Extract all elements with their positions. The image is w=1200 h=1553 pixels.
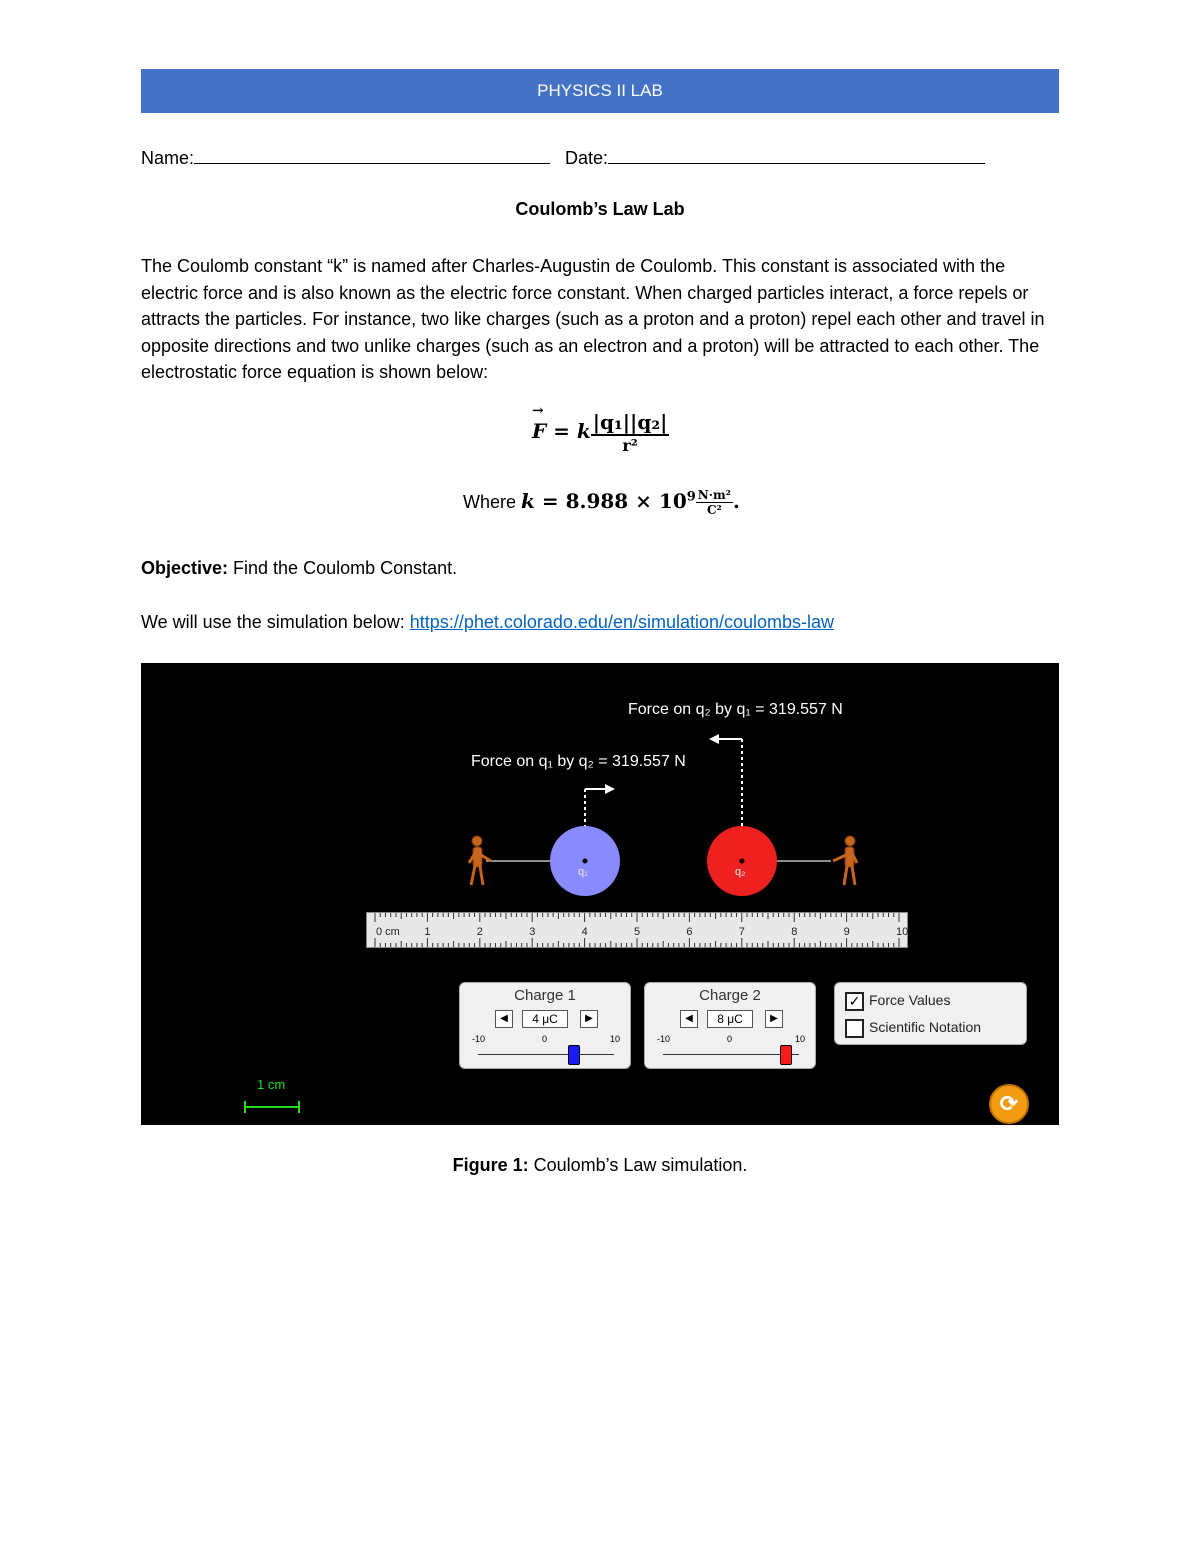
vector-arrow-icon: → [532,403,544,419]
document-title: Coulomb’s Law Lab [515,199,685,219]
objective-label: Objective: [141,558,229,578]
objective-text: Find the Coulomb Constant. [228,558,458,578]
period: . [732,489,740,513]
objective-line [141,558,457,579]
force-symbol: F [532,419,547,443]
simulation-line [141,612,834,633]
simulation-prefix: We will use the simulation below: [141,612,410,632]
numerator: |q₁||q₂| [592,410,668,434]
coulomb-equation [532,403,669,455]
coefficient-k: k [576,419,591,443]
ruler-tick-label: 4 [581,926,588,938]
force-label-q2: Force on q₂ by q₁ = 319.557 N [628,701,843,718]
charge1-decrease-button[interactable]: ◀ [495,1010,513,1028]
q2-label: q₂ [735,866,746,878]
ruler-tick-label: 5 [634,926,641,938]
ruler-tick-label: 3 [529,926,536,938]
figure-caption [0,1155,1200,1176]
ruler-tick-label: 10 [896,926,909,938]
ruler-tick-label: 1 [424,926,431,938]
name-line [141,145,550,169]
q1-label: q₁ [578,866,588,878]
header-title: PHYSICS II LAB [537,81,663,100]
charge2-slider-track[interactable] [663,1054,799,1055]
ruler[interactable] [366,912,908,948]
charge1-title: Charge 1 [514,987,576,1004]
denominator: r² [622,436,638,455]
date-line [565,145,985,169]
equals-sign: = [553,419,570,443]
charge2-increase-button[interactable]: ▶ [765,1010,783,1028]
ruler-tick-label: 2 [476,926,483,938]
equals-sign-2: = [541,489,559,513]
fraction [591,410,670,455]
ruler-tick-label: 6 [686,926,693,938]
simulation-link[interactable]: https://phet.colorado.edu/en/simulation/coulombs-law [409,612,835,632]
caption-text: Coulomb’s Law simulation. [528,1155,748,1175]
charge2-mid: 0 [727,1034,733,1044]
charge-q2-center [740,859,745,864]
charge1-value[interactable]: 4 μC [522,1010,568,1028]
unit-fraction [696,488,733,517]
charge2-value[interactable]: 8 μC [707,1010,753,1028]
ruler-tick-label: 7 [738,926,745,938]
force-values-checkbox[interactable]: ✓ [845,992,864,1011]
scientific-notation-label: Scientific Notation [869,1019,982,1035]
scientific-notation-checkbox[interactable] [845,1019,864,1038]
ruler-tick-label: 0 cm [376,926,400,938]
date-field[interactable] [608,145,985,164]
charge2-max: 10 [795,1034,806,1044]
right-puller-figure [833,836,857,885]
name-label: Name: [141,148,195,168]
ruler-ticks [367,913,907,947]
charge1-slider-thumb[interactable] [568,1045,580,1065]
charge1-max: 10 [610,1034,621,1044]
ruler-tick-label: 9 [843,926,850,938]
scale-label: 1 cm [257,1077,286,1092]
ruler-tick-label: 8 [791,926,798,938]
charge2-title: Charge 2 [699,987,761,1004]
unit-denominator: C² [706,503,722,517]
k-exponent: 9 [686,489,696,505]
charge1-increase-button[interactable]: ▶ [580,1010,598,1028]
unit-numerator: N·m² [697,488,731,502]
charge1-slider-track[interactable] [478,1054,614,1055]
scale-bar [245,1101,299,1113]
charge2-panel [644,982,816,1069]
intro-paragraph: The Coulomb constant “k” is named after Charles-Augustin de Coulomb. This constant is associated with the electric force and is also known as the electric force constant. When charged particles interact, a force repels or attracts the particles. For instance, two like charges (such as a proton and a proton) repel each other and travel in opposite directions and two unlike charges (such as an electron and a proton) will be attracted to each other. The electrostatic force equation is shown below: [141,256,1045,383]
force-values-label: Force Values [869,992,951,1008]
where-label: Where [463,492,517,512]
charge1-panel [459,982,631,1069]
constant-line [463,488,740,517]
left-puller-figure [469,836,491,885]
force-label-q1: Force on q₁ by q₂ = 319.557 N [471,753,686,770]
reset-icon[interactable]: ⟳ [989,1084,1029,1124]
charge1-mid: 0 [542,1034,548,1044]
constant-k: k [521,489,535,513]
charge1-min: -10 [472,1034,486,1044]
charge2-slider-thumb[interactable] [780,1045,792,1065]
page-header [141,69,1059,113]
caption-label: Figure 1: [452,1155,529,1175]
k-value: 8.988 × 10 [565,489,687,513]
display-options-panel [834,982,1027,1045]
date-label: Date: [565,148,609,168]
charge2-min: -10 [657,1034,671,1044]
simulation-screenshot [141,663,1059,1125]
charge2-decrease-button[interactable]: ◀ [680,1010,698,1028]
charge-q1-center [583,859,588,864]
name-field[interactable] [194,145,550,164]
